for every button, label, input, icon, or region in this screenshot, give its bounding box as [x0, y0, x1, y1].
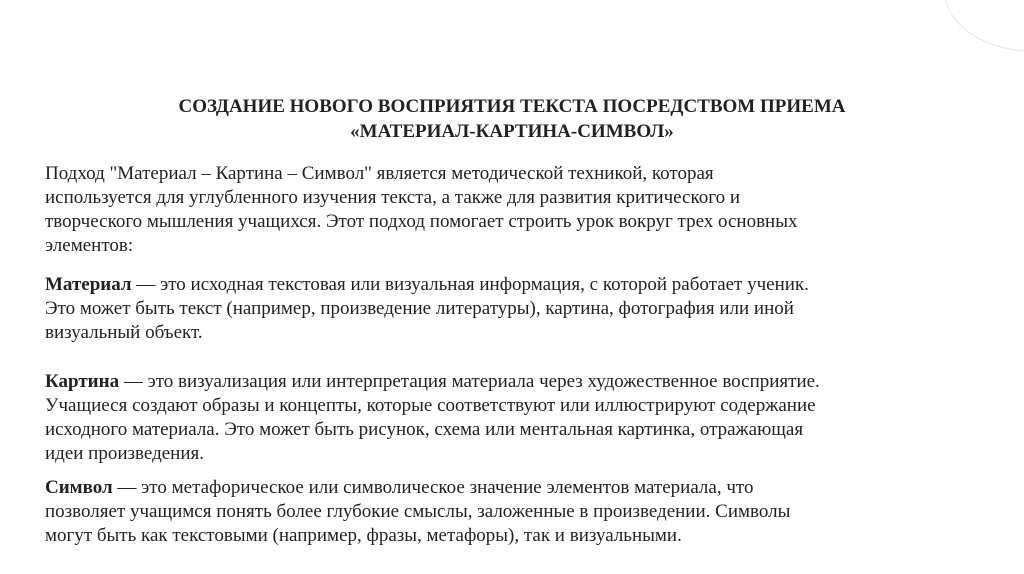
- intro-line-2: используется для углубленного изучения текста, а также для развития критического и: [45, 187, 740, 208]
- slide-title: [0, 94, 1024, 144]
- simvol-line-1: [45, 476, 995, 500]
- kartina-paragraph: [45, 370, 995, 466]
- simvol-line-3: могут быть как текстовыми (например, фразы, метафоры), так и визуальными.: [45, 525, 682, 546]
- kartina-definition: — это визуализация или интерпретация материала через художественное восприятие.: [119, 371, 820, 392]
- simvol-line-2: позволяет учащимся понять более глубокие смыслы, заложенные в произведении. Символы: [45, 501, 791, 522]
- corner-curve: [944, 0, 1024, 52]
- kartina-line-2: Учащиеся создают образы и концепты, которые соответствуют или иллюстрируют содержание: [45, 395, 816, 416]
- material-line-2: Это может быть текст (например, произведение литературы), картина, фотография или иной: [45, 298, 794, 319]
- material-definition: — это исходная текстовая или визуальная информация, с которой работает ученик.: [131, 274, 809, 295]
- kartina-line-1: [45, 370, 995, 394]
- kartina-line-4: идеи произведения.: [45, 443, 204, 464]
- title-line-2: «МАТЕРИАЛ-КАРТИНА-СИМВОЛ»: [350, 121, 674, 142]
- corner-decoration: [934, 0, 1024, 60]
- intro-line-4: элементов:: [45, 235, 134, 256]
- material-paragraph: [45, 273, 995, 345]
- kartina-term: Картина: [45, 371, 120, 392]
- intro-paragraph: [45, 162, 995, 258]
- material-term: Материал: [45, 274, 132, 295]
- intro-line-3: творческого мышления учащихся. Этот подход помогает строить урок вокруг трех основных: [45, 211, 798, 232]
- material-line-1: [45, 273, 995, 297]
- kartina-line-3: исходного материала. Это может быть рисунок, схема или ментальная картинка, отражающая: [45, 419, 804, 440]
- intro-line-1: Подход "Материал – Картина – Символ" является методической техникой, которая: [45, 163, 714, 184]
- material-line-3: визуальный объект.: [45, 322, 203, 343]
- simvol-paragraph: [45, 476, 995, 548]
- simvol-term: Символ: [45, 477, 113, 498]
- simvol-definition: — это метафорическое или символическое значение элементов материала, что: [112, 477, 754, 498]
- title-line-1: СОЗДАНИЕ НОВОГО ВОСПРИЯТИЯ ТЕКСТА ПОСРЕДСТВОМ ПРИЕМА: [178, 96, 846, 117]
